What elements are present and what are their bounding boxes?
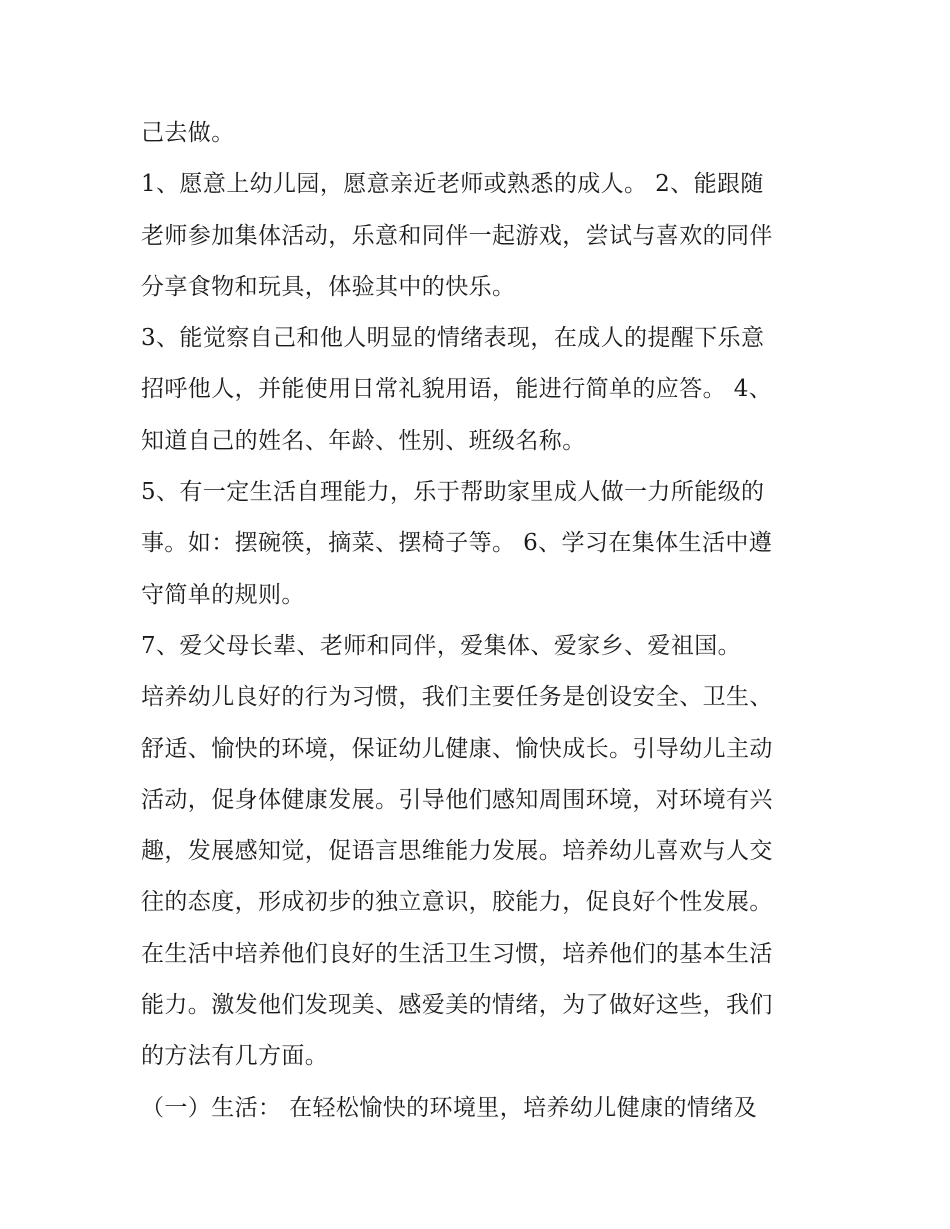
text-line: 3、能觉察自己和他人明显的情绪表现，在成人的提醒下乐意 <box>141 325 765 352</box>
text-line: 趣，发展感知觉，促语言思维能力发展。培养幼儿喜欢与人交 <box>141 838 773 865</box>
text-line: 分享食物和玩具，体验其中的快乐。 <box>141 273 516 300</box>
text-line: 守简单的规则。 <box>141 581 305 608</box>
text-line: 5、有一定生活自理能力，乐于帮助家里成人做一力所能级的 <box>141 479 765 506</box>
document-body <box>141 108 821 1134</box>
text-line: 知道自己的姓名、年龄、性别、班级名称。 <box>141 427 586 454</box>
text-line: 活动，促身体健康发展。引导他们感知周围环境，对环境有兴 <box>141 786 773 813</box>
text-line: （一）生活： 在轻松愉快的环境里，培养幼儿健康的情绪及 <box>141 1094 758 1121</box>
text-line: 舒适、愉快的环境，保证幼儿健康、愉快成长。引导幼儿主动 <box>141 735 773 762</box>
text-line: 培养幼儿良好的行为习惯，我们主要任务是创设安全、卫生、 <box>141 684 773 711</box>
text-line: 老师参加集体活动，乐意和同伴一起游戏，尝试与喜欢的同伴 <box>141 222 773 249</box>
text-line: 的方法有几方面。 <box>141 1043 329 1070</box>
text-line: 往的态度，形成初步的独立意识，胶能力，促良好个性发展。 <box>141 889 773 916</box>
text-line: 招呼他人，并能使用日常礼貌用语，能进行简单的应答。 4、 <box>141 376 773 403</box>
text-line: 能力。激发他们发现美、感爱美的情绪，为了做好这些，我们 <box>141 992 773 1019</box>
text-line: 在生活中培养他们良好的生活卫生习惯，培养他们的基本生活 <box>141 940 773 967</box>
text-line: 己去做。 <box>141 120 235 146</box>
text-line: 7、爱父母长辈、老师和同伴，爱集体、爱家乡、爱祖国。 <box>141 632 742 659</box>
text-line: 事。如：摆碗筷，摘菜、摆椅子等。 6、学习在集体生活中遵 <box>141 530 773 557</box>
text-line: 1、愿意上幼儿园，愿意亲近老师或熟悉的成人。 2、能跟随 <box>141 171 764 198</box>
